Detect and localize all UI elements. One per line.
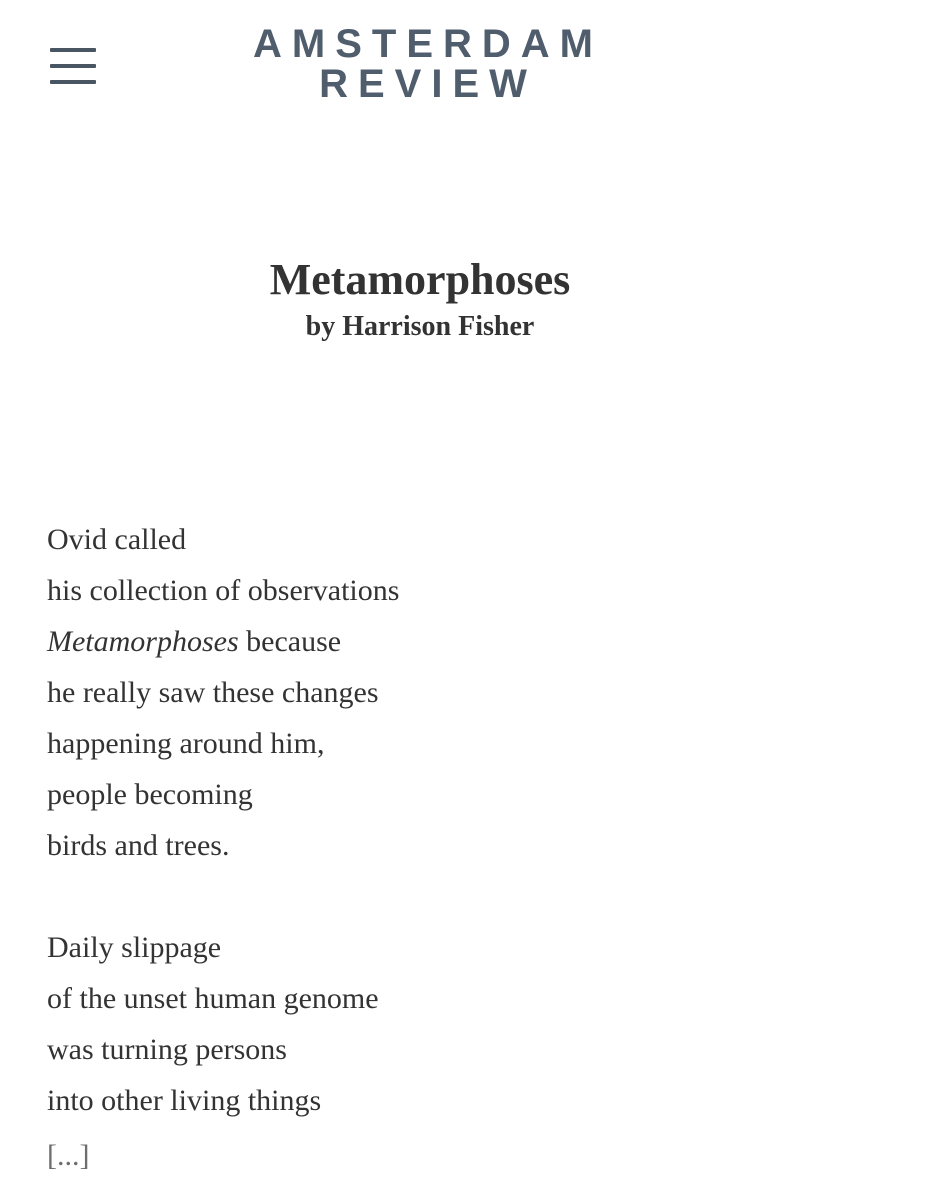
- poem-line: people becoming: [47, 778, 253, 811]
- poem-line: happening around him,: [47, 727, 325, 760]
- poem-line: he really saw these changes: [47, 676, 379, 709]
- poem-line: of the unset human genome: [47, 982, 379, 1015]
- poem-line: Daily slippage: [47, 931, 222, 964]
- stanza-2: [47, 922, 867, 1126]
- poem-line: birds and trees.: [47, 829, 230, 862]
- poem-line: [47, 616, 867, 667]
- poem-byline: by Harrison Fisher: [305, 311, 535, 342]
- truncation-ellipsis: [...]: [47, 1139, 90, 1172]
- poem-line: into other living things: [47, 1084, 322, 1117]
- poem-title: Metamorphoses: [269, 255, 571, 304]
- poem-line-rest: because: [238, 625, 342, 658]
- poem-body: [47, 514, 867, 1181]
- site-logo[interactable]: [0, 24, 846, 104]
- site-header: [0, 0, 933, 130]
- poem-line: Ovid called: [47, 523, 187, 556]
- poem-line-italic-title: Metamorphoses: [47, 625, 239, 658]
- stanza-1: [47, 514, 867, 871]
- poem-line: was turning persons: [47, 1033, 287, 1066]
- article-heading: [0, 250, 840, 344]
- logo-line-1: AMSTERDAM: [253, 22, 603, 66]
- stanza-break: [47, 871, 867, 922]
- logo-line-2: REVIEW: [319, 62, 537, 106]
- poem-line: his collection of observations: [47, 574, 400, 607]
